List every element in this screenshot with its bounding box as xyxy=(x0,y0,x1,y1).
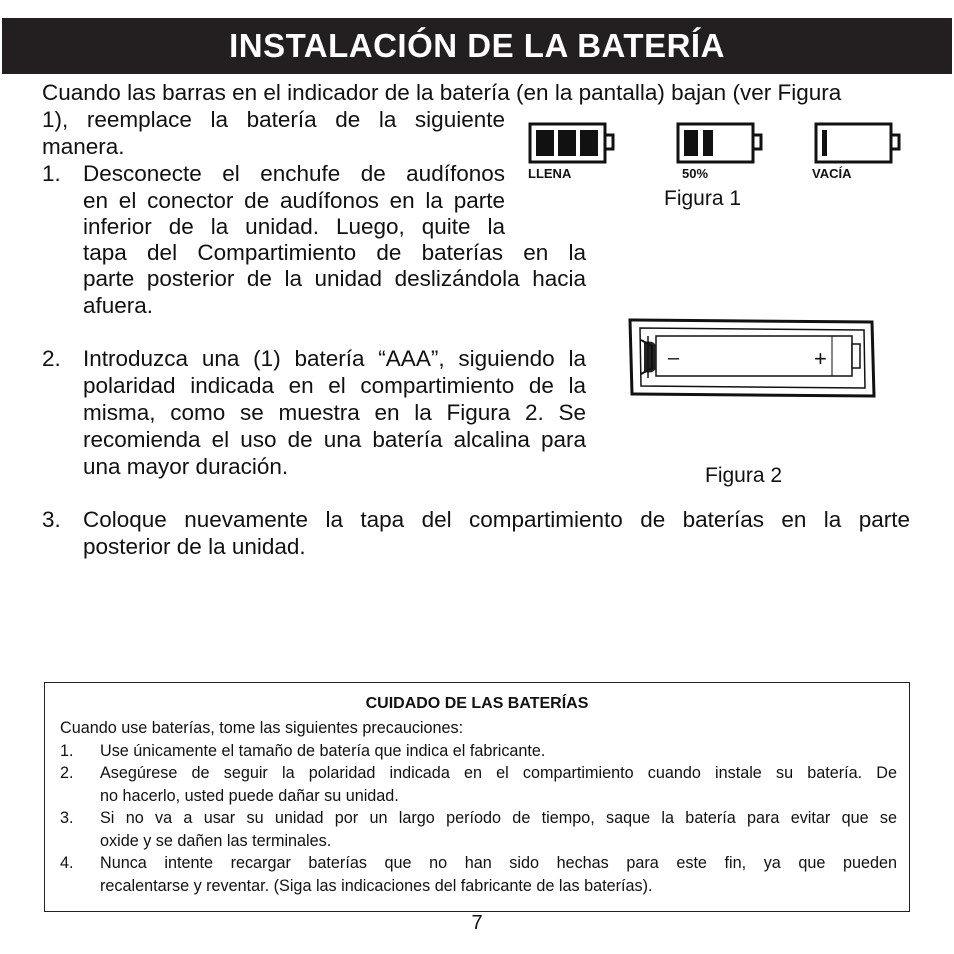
step-2-line-5: una mayor duración. xyxy=(83,454,289,479)
care-title: CUIDADO DE LAS BATERÍAS xyxy=(365,695,589,712)
care-item-1-number: 1. xyxy=(60,742,74,760)
battery-empty-icon xyxy=(814,122,904,166)
care-item-4-number: 4. xyxy=(60,854,74,872)
battery-empty-label: VACÍA xyxy=(812,166,852,181)
care-item-3-line-1: Si no va a usar su unidad por un largo período de tiempo, saque la batería para evitar que se xyxy=(100,809,897,827)
step-2-line-3: misma, como se muestra en la Figura 2. Se xyxy=(83,400,586,425)
intro-line-1: Cuando las barras en el indicador de la batería (en la pantalla) bajan (ver Figura xyxy=(42,80,842,105)
intro-line-3: manera. xyxy=(42,134,125,159)
step-1-line-6: afuera. xyxy=(83,293,154,318)
battery-full-icon xyxy=(528,122,618,166)
care-intro: Cuando use baterías, tome las siguientes precauciones: xyxy=(60,719,464,737)
step-3-line-1: Coloque nuevamente la tapa del compartimiento de baterías en la parte xyxy=(83,507,910,532)
battery-full-label: LLENA xyxy=(528,166,572,181)
battery-care-box xyxy=(44,682,910,912)
step-2-line-2: polaridad indicada en el compartimiento de la xyxy=(83,373,586,398)
step-2-line-4: recomienda el uso de una batería alcalina para xyxy=(83,427,586,452)
step-1-line-1: Desconecte el enchufe de audífonos xyxy=(83,161,505,186)
step-1-line-3: inferior de la unidad. Luego, quite la xyxy=(83,214,505,239)
step-1-line-5: parte posterior de la unidad deslizándola hacia xyxy=(83,266,586,291)
care-item-1-line-1: Use únicamente el tamaño de batería que indica el fabricante. xyxy=(100,742,546,760)
figure-2-caption: Figura 2 xyxy=(705,464,783,487)
section-header xyxy=(2,18,952,74)
battery-minus-sign: – xyxy=(668,347,680,369)
page-title: INSTALACIÓN DE LA BATERÍA xyxy=(229,27,725,64)
figure-1-caption: Figura 1 xyxy=(664,187,742,210)
battery-plus-sign: + xyxy=(814,346,827,371)
step-1-line-4: tapa del Compartimiento de baterías en la xyxy=(83,240,586,265)
care-item-2-number: 2. xyxy=(60,764,74,782)
step-2-line-1: Introduzca una (1) batería “AAA”, siguiendo la xyxy=(83,346,586,371)
step-3-line-2: posterior de la unidad. xyxy=(83,534,306,559)
care-item-2-line-1: Asegúrese de seguir la polaridad indicada en el compartimiento cuando instale su batería. De xyxy=(100,764,897,782)
battery-half-icon xyxy=(676,122,766,166)
battery-half-label: 50% xyxy=(682,166,709,181)
care-item-4-line-2: recalentarse y reventar. (Siga las indicaciones del fabricante de las baterías). xyxy=(100,877,653,895)
care-item-3-number: 3. xyxy=(60,809,74,827)
care-item-4-line-1: Nunca intente recargar baterías que no han sido hechas para este fin, ya que pueden xyxy=(100,854,897,872)
step-1-line-2: en el conector de audífonos en la parte xyxy=(83,188,505,213)
step-2-number: 2. xyxy=(42,346,61,371)
care-item-2-line-2: no hacerlo, usted puede dañar su unidad. xyxy=(100,787,399,805)
care-item-3-line-2: oxide y se dañen las terminales. xyxy=(100,832,332,850)
page-number: 7 xyxy=(471,912,483,934)
battery-compartment-illustration xyxy=(626,316,878,400)
intro-line-2: 1), reemplace la batería de la siguiente xyxy=(42,107,505,132)
step-3-number: 3. xyxy=(42,507,61,532)
step-1-number: 1. xyxy=(42,161,61,186)
